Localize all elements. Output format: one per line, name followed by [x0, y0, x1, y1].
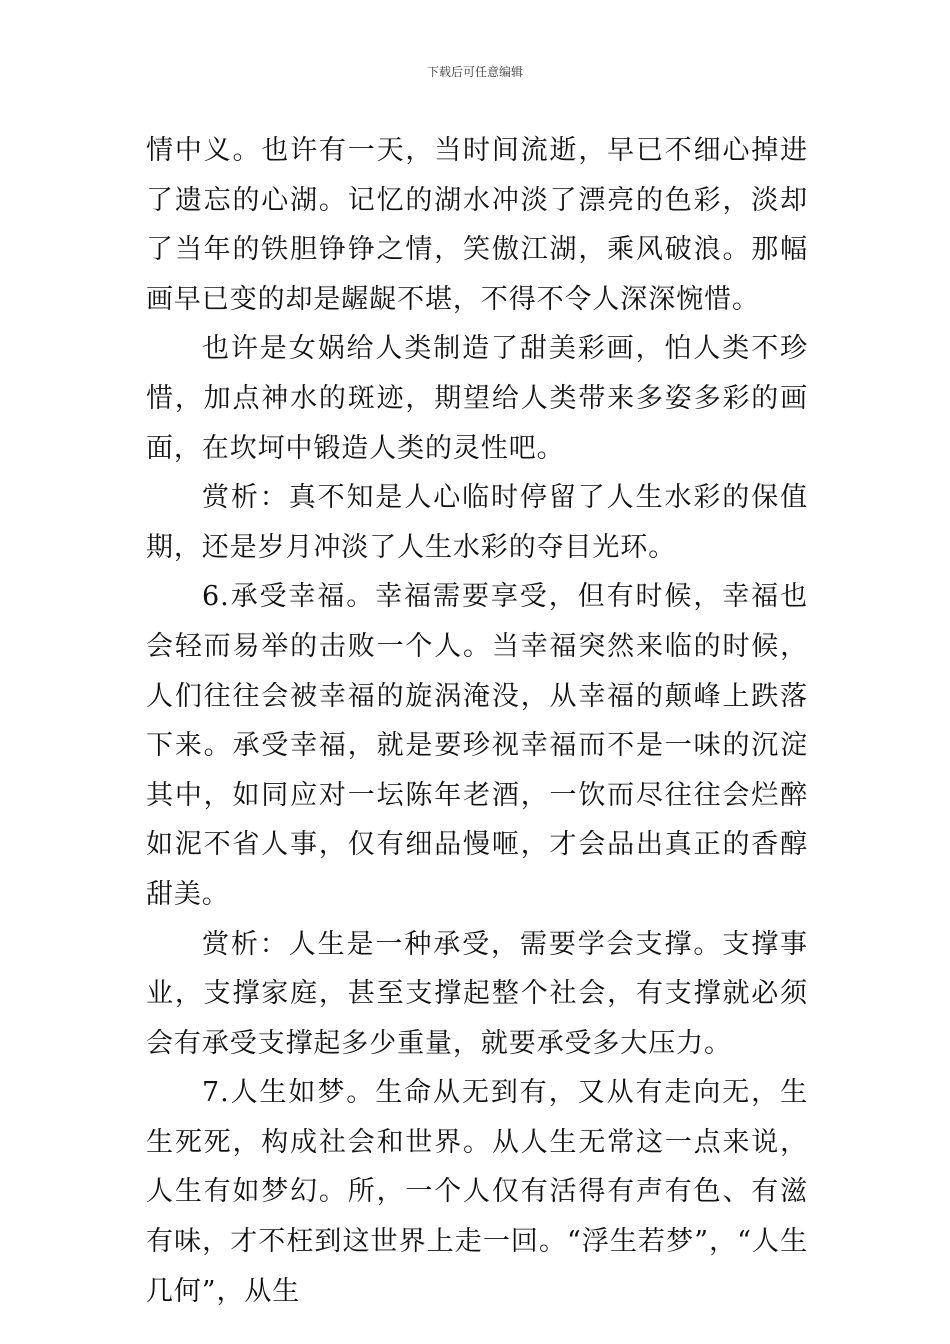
paragraph-nuwa: 也许是女娲给人类制造了甜美彩画，怕人类不珍惜，加点神水的斑迹，期望给人类带来多姿多彩的画面，在坎坷中锻造人类的灵性吧。	[146, 333, 808, 464]
paragraph-item-7: 7.人生如梦。生命从无到有，又从有走向无，生生死死，构成社会和世界。从人生无常这一点来说，人生有如梦幻。所，一个人仅有活得有声有色、有滋有味，才不枉到这世界上走一回。“浮生若梦”，“人生几何”，从生	[146, 1077, 808, 1307]
paragraph-commentary-6: 赏析：人生是一种承受，需要学会支撑。支撑事业，支撑家庭，甚至支撑起整个社会，有支撑就必须会有承受支撑起多少重量，就要承受多大压力。	[146, 928, 808, 1059]
paragraph-item-6: 6.承受幸福。幸福需要享受，但有时候，幸福也会轻而易举的击败一个人。当幸福突然来临的时候，人们往往会被幸福的旋涡淹没，从幸福的颠峰上跌落下来。承受幸福，就是要珍视幸福而不是一味的沉淀其中，如同应对一坛陈年老酒，一饮而尽往往会烂醉如泥不省人事，仅有细品慢咂，才会品出真正的香醇甜美。	[146, 581, 808, 910]
page-header: 下载后可任意编辑	[426, 65, 523, 79]
paragraph-continuation: 情中义。也许有一天，当时间流逝，早已不细心掉进了遗忘的心湖。记忆的湖水冲淡了漂亮的色彩，淡却了当年的铁胆铮铮之情，笑傲江湖，乘风破浪。那幅画早已变的却是龌龊不堪，不得不令人深深惋惜。	[146, 135, 808, 315]
document-body	[146, 126, 808, 1316]
paragraph-commentary-5: 赏析：真不知是人心临时停留了人生水彩的保值期，还是岁月冲淡了人生水彩的夺目光环。	[146, 482, 808, 563]
